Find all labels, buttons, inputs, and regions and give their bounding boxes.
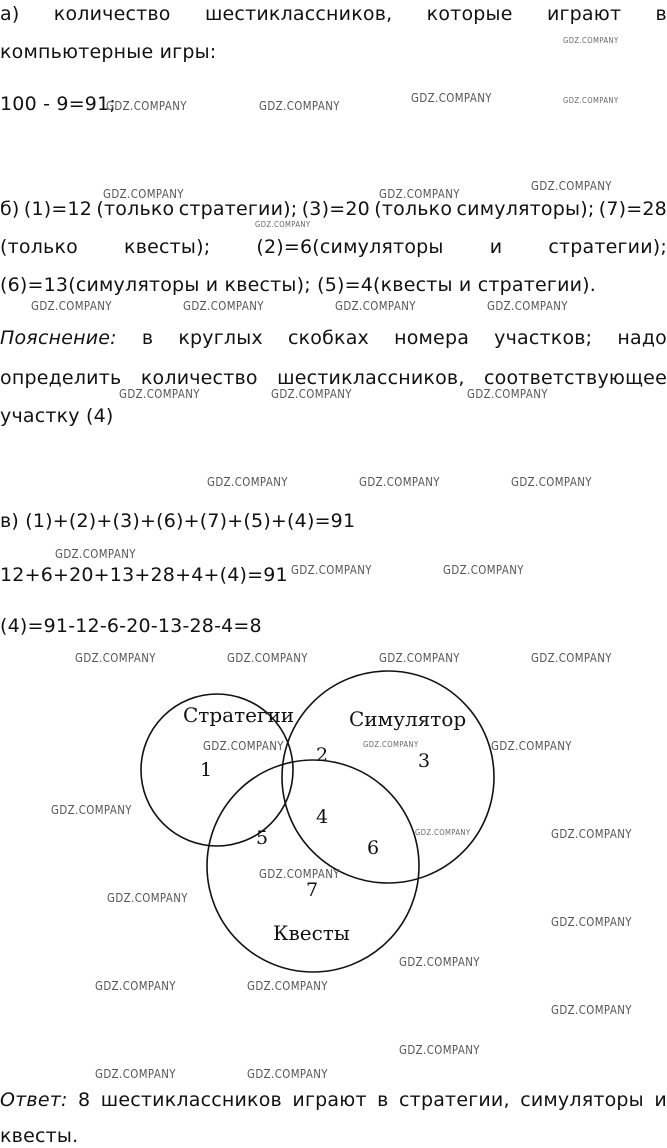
venn-diagram <box>0 670 667 1020</box>
label-strategies: Стратегии <box>183 703 295 727</box>
watermark: GDZ.COMPANY <box>551 1003 632 1017</box>
watermark: GDZ.COMPANY <box>399 955 480 969</box>
watermark: GDZ.COMPANY <box>531 179 612 193</box>
watermark: GDZ.COMPANY <box>531 651 612 665</box>
watermark: GDZ.COMPANY <box>379 651 460 665</box>
watermark: GDZ.COMPANY <box>55 547 136 561</box>
note-line-1: Пояснение: в круглых скобках номера участков; надо <box>0 327 667 349</box>
watermark: GDZ.COMPANY <box>379 187 460 201</box>
watermark: GDZ.COMPANY <box>119 387 200 401</box>
watermark: GDZ.COMPANY <box>443 563 524 577</box>
region-7: 7 <box>306 879 319 901</box>
label-quests: Квесты <box>273 921 350 945</box>
part-c-equation-2: 12+6+20+13+28+4+(4)=91 <box>0 564 288 586</box>
watermark: GDZ.COMPANY <box>335 299 416 313</box>
watermark: GDZ.COMPANY <box>551 827 632 841</box>
note-label: Пояснение: <box>0 327 117 349</box>
watermark: GDZ.COMPANY <box>363 740 419 749</box>
part-a-line-1: а) количество шестиклассников, которые играют в <box>0 3 667 25</box>
watermark: GDZ.COMPANY <box>255 220 311 229</box>
region-1: 1 <box>200 759 213 781</box>
watermark: GDZ.COMPANY <box>563 36 619 45</box>
region-5: 5 <box>256 827 269 849</box>
watermark: GDZ.COMPANY <box>359 475 440 489</box>
watermark: GDZ.COMPANY <box>271 387 352 401</box>
watermark: GDZ.COMPANY <box>106 99 187 113</box>
watermark: GDZ.COMPANY <box>415 828 471 837</box>
watermark: GDZ.COMPANY <box>203 739 284 753</box>
watermark: GDZ.COMPANY <box>51 803 132 817</box>
circle-simulator <box>282 671 494 883</box>
answer-label: Ответ: <box>0 1089 68 1111</box>
watermark: GDZ.COMPANY <box>103 187 184 201</box>
watermark: GDZ.COMPANY <box>291 563 372 577</box>
watermark: GDZ.COMPANY <box>75 651 156 665</box>
watermark: GDZ.COMPANY <box>207 475 288 489</box>
watermark: GDZ.COMPANY <box>107 891 188 905</box>
watermark: GDZ.COMPANY <box>259 99 340 113</box>
note-line-3: участку (4) <box>0 405 114 427</box>
watermark: GDZ.COMPANY <box>247 979 328 993</box>
watermark: GDZ.COMPANY <box>95 1067 176 1081</box>
watermark: GDZ.COMPANY <box>511 475 592 489</box>
part-a-line-2: компьютерные игры: <box>0 41 217 63</box>
part-b-line-1: б) (1)=12 (только стратегии); (3)=20 (только симуляторы); (7)=28 <box>0 198 667 220</box>
region-2: 2 <box>316 744 329 766</box>
region-3: 3 <box>418 750 431 772</box>
region-4: 4 <box>316 806 329 828</box>
part-b-line-2: (только квесты); (2)=6(симуляторы и стратегии); <box>0 236 667 258</box>
watermark: GDZ.COMPANY <box>411 91 492 105</box>
part-c-equation-1: в) (1)+(2)+(3)+(6)+(7)+(5)+(4)=91 <box>0 510 356 532</box>
watermark: GDZ.COMPANY <box>259 867 340 881</box>
watermark: GDZ.COMPANY <box>31 299 112 313</box>
note-line-2: определить количество шестиклассников, соответствующее <box>0 367 667 389</box>
watermark: GDZ.COMPANY <box>247 1067 328 1081</box>
watermark: GDZ.COMPANY <box>563 96 619 105</box>
watermark: GDZ.COMPANY <box>95 979 176 993</box>
part-c-equation-3: (4)=91-12-6-20-13-28-4=8 <box>0 615 262 637</box>
watermark: GDZ.COMPANY <box>551 915 632 929</box>
watermark: GDZ.COMPANY <box>467 387 548 401</box>
label-simulator: Симулятор <box>349 707 467 731</box>
answer-line-2: квесты. <box>0 1125 79 1147</box>
watermark: GDZ.COMPANY <box>491 739 572 753</box>
watermark: GDZ.COMPANY <box>399 1043 480 1057</box>
watermark: GDZ.COMPANY <box>227 651 308 665</box>
watermark: GDZ.COMPANY <box>183 299 264 313</box>
region-6: 6 <box>367 837 380 859</box>
part-b-line-3: (6)=13(симуляторы и квесты); (5)=4(квесты и стратегии). <box>0 274 597 296</box>
watermark: GDZ.COMPANY <box>487 299 568 313</box>
answer-line-1: Ответ: 8 шестиклассников играют в стратегии, симуляторы и <box>0 1089 667 1111</box>
part-a-calculation: 100 - 9=91; <box>0 93 116 115</box>
